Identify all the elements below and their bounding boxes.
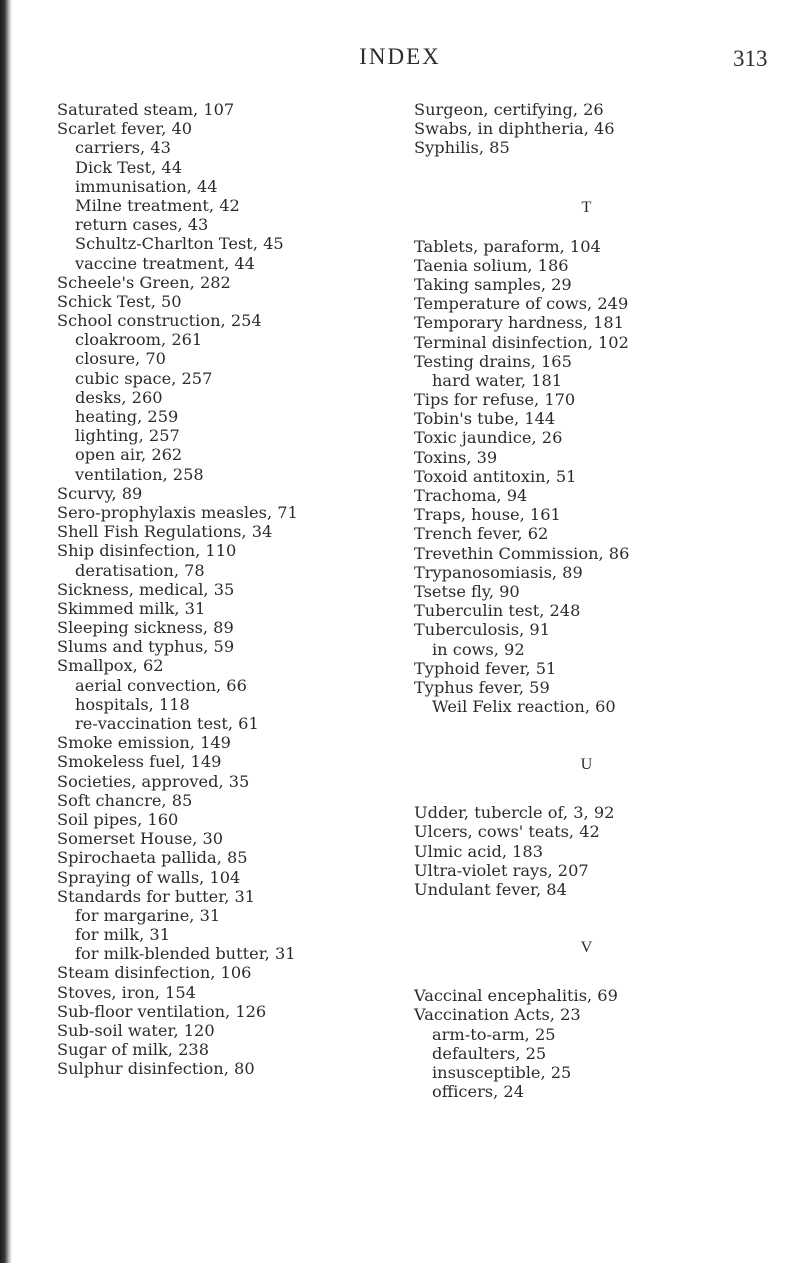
index-entry: Stoves, iron, 154 <box>57 982 196 1002</box>
index-subentry: in cows, 92 <box>432 639 525 659</box>
index-entry: Tips for refuse, 170 <box>414 390 576 410</box>
index-entry: Scurvy, 89 <box>57 483 143 503</box>
page-number: 313 <box>733 46 768 71</box>
index-entry: Trachoma, 94 <box>414 486 528 505</box>
index-entry: School construction, 254 <box>57 311 262 331</box>
index-subentry: hard water, 181 <box>432 370 563 390</box>
index-entry: Sugar of milk, 238 <box>57 1040 209 1060</box>
index-entry: Toxins, 39 <box>414 447 498 467</box>
section-letter-t: T <box>581 197 592 216</box>
index-entry: Undulant fever, 84 <box>414 880 567 899</box>
index-entry: Sub-soil water, 120 <box>57 1021 215 1040</box>
index-entry: Toxic jaundice, 26 <box>414 428 563 448</box>
index-entry: Terminal disinfection, 102 <box>414 332 629 352</box>
index-entry: Sulphur disinfection, 80 <box>57 1059 255 1079</box>
index-entry: Spirochaeta pallida, 85 <box>57 848 248 868</box>
index-subentry: vaccine treatment, 44 <box>75 253 255 273</box>
index-entry: Smokeless fuel, 149 <box>57 752 222 772</box>
index-entry: Ship disinfection, 110 <box>57 541 237 561</box>
index-subentry: for milk-blended butter, 31 <box>75 944 296 964</box>
index-entry: Spraying of walls, 104 <box>57 867 241 887</box>
index-entry: Tobin's tube, 144 <box>414 409 556 429</box>
index-subentry: open air, 262 <box>75 445 183 465</box>
index-entry: Syphilis, 85 <box>414 138 510 158</box>
index-entry: Ultra-violet rays, 207 <box>414 860 589 880</box>
index-subentry: cloakroom, 261 <box>75 330 203 350</box>
index-entry: Testing drains, 165 <box>414 351 572 371</box>
index-entry: Traps, house, 161 <box>414 505 561 525</box>
index-entry: Swabs, in diphtheria, 46 <box>414 119 615 139</box>
index-subentry: aerial convection, 66 <box>75 675 247 695</box>
index-entry: Ulcers, cows' teats, 42 <box>414 822 600 842</box>
index-entry: Standards for butter, 31 <box>57 886 256 906</box>
index-entry: Soil pipes, 160 <box>57 809 179 829</box>
index-entry: Taenia solium, 186 <box>414 255 569 275</box>
index-entry: Ulmic acid, 183 <box>414 841 544 861</box>
index-subentry: lighting, 257 <box>75 426 180 446</box>
index-subentry: Schultz-Charlton Test, 45 <box>75 234 284 254</box>
index-subentry: desks, 260 <box>75 387 163 407</box>
index-column-left <box>57 100 402 1079</box>
index-subentry: Dick Test, 44 <box>75 157 182 177</box>
index-subentry: Milne treatment, 42 <box>75 195 240 215</box>
index-subentry: ventilation, 258 <box>75 464 204 484</box>
index-entry: Trench fever, 62 <box>414 524 549 544</box>
index-subentry: cubic space, 257 <box>75 368 213 388</box>
index-entry: Sickness, medical, 35 <box>57 579 235 599</box>
index-entry: Smoke emission, 149 <box>57 733 231 753</box>
index-subentry: officers, 24 <box>432 1082 525 1102</box>
index-entry: Steam disinfection, 106 <box>57 963 252 983</box>
index-entry: Soft chancre, 85 <box>57 790 193 810</box>
index-entry: Typhoid fever, 51 <box>414 658 557 678</box>
index-subentry: immunisation, 44 <box>75 176 218 196</box>
index-subentry: hospitals, 118 <box>75 694 190 714</box>
index-subentry: heating, 259 <box>75 407 179 426</box>
index-subentry: defaulters, 25 <box>432 1043 547 1063</box>
index-entry: Trypanosomiasis, 89 <box>414 562 583 582</box>
page-title: INDEX <box>359 44 441 69</box>
index-entry: Sub-floor ventilation, 126 <box>57 1001 267 1021</box>
index-entry: Sero-prophylaxis measles, 71 <box>57 502 298 522</box>
index-entry: Temporary hardness, 181 <box>414 313 624 333</box>
index-entry: Saturated steam, 107 <box>57 100 235 119</box>
section-letter-v: V <box>580 938 593 957</box>
index-column-right <box>414 100 759 1101</box>
index-entry: Temperature of cows, 249 <box>414 294 629 314</box>
index-subentry: re-vaccination test, 61 <box>75 714 259 733</box>
index-entry: Scarlet fever, 40 <box>57 119 193 139</box>
index-entry: Skimmed milk, 31 <box>57 598 206 618</box>
index-entry: Vaccinal encephalitis, 69 <box>414 986 618 1006</box>
index-entry: Vaccination Acts, 23 <box>414 1005 581 1025</box>
index-entry: Tuberculin test, 248 <box>414 601 581 621</box>
index-entry: Sleeping sickness, 89 <box>57 618 234 638</box>
index-entry: Tablets, paraform, 104 <box>414 236 601 256</box>
index-entry: Trevethin Commission, 86 <box>414 543 630 563</box>
index-entry: Tuberculosis, 91 <box>414 620 550 640</box>
index-entry: Shell Fish Regulations, 34 <box>57 522 273 542</box>
index-subentry: carriers, 43 <box>75 138 171 158</box>
index-subentry: insusceptible, 25 <box>432 1062 572 1082</box>
index-entry: Schick Test, 50 <box>57 291 182 311</box>
index-subentry: for milk, 31 <box>75 925 171 945</box>
index-subentry: Weil Felix reaction, 60 <box>432 697 616 717</box>
index-entry: Udder, tubercle of, 3, 92 <box>414 803 615 823</box>
index-entry: Typhus fever, 59 <box>414 677 550 697</box>
index-subentry: for margarine, 31 <box>75 905 221 925</box>
index-entry: Slums and typhus, 59 <box>57 637 235 657</box>
index-subentry: deratisation, 78 <box>75 560 205 580</box>
index-entry: Smallpox, 62 <box>57 656 164 676</box>
index-entry: Taking samples, 29 <box>414 274 572 294</box>
index-subentry: closure, 70 <box>75 349 166 369</box>
index-subentry: return cases, 43 <box>75 215 209 235</box>
book-spine-shadow <box>0 0 12 1263</box>
index-entry: Toxoid antitoxin, 51 <box>414 466 577 486</box>
index-entry: Societies, approved, 35 <box>57 771 250 791</box>
index-subentry: arm-to-arm, 25 <box>432 1024 556 1044</box>
index-entry: Surgeon, certifying, 26 <box>414 100 604 119</box>
section-letter-u: U <box>580 755 593 774</box>
index-entry: Scheele's Green, 282 <box>57 272 231 292</box>
index-entry: Somerset House, 30 <box>57 829 224 849</box>
index-entry: Tsetse fly, 90 <box>414 581 520 601</box>
